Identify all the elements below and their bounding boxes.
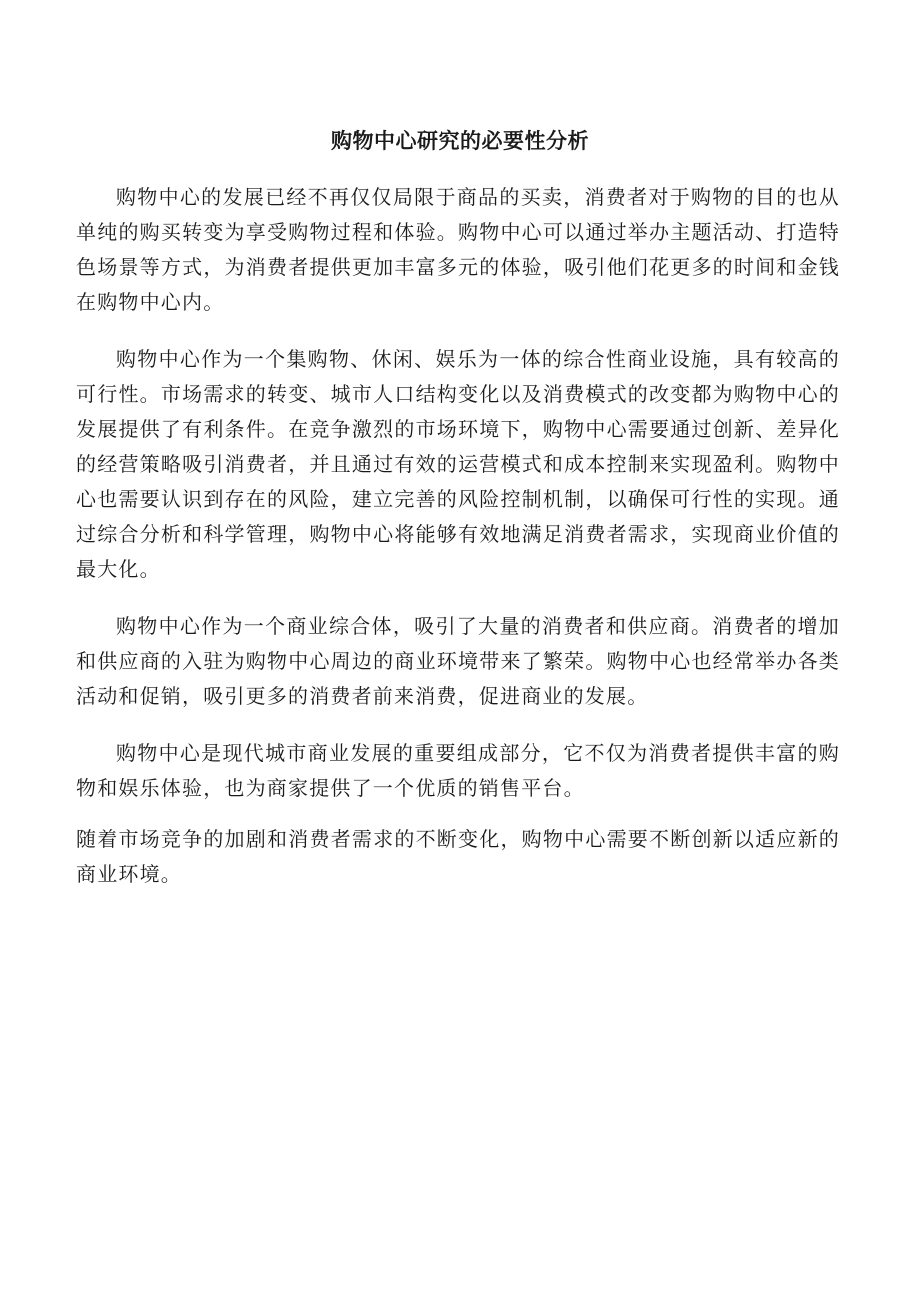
paragraph-5: 随着市场竞争的加剧和消费者需求的不断变化，购物中心需要不断创新以适应新的商业环境。 [76, 827, 840, 886]
document-body [76, 180, 840, 914]
paragraph-4: 购物中心是现代城市商业发展的重要组成部分，它不仅为消费者提供丰富的购物和娱乐体验，也为商家提供了一个优质的销售平台。 [76, 741, 840, 800]
paragraph-2: 购物中心作为一个集购物、休闲、娱乐为一体的综合性商业设施，具有较高的可行性。市场需求的转变、城市人口结构变化以及消费模式的改变都为购物中心的发展提供了有利条件。在竞争激烈的市场环境下，购物中心需要通过创新、差异化的经营策略吸引消费者，并且通过有效的运营模式和成本控制来实现盈利。购物中心也需要认识到存在的风险，建立完善的风险控制机制，以确保可行性的实现。通过综合分析和科学管理，购物中心将能够有效地满足消费者需求，实现商业价值的最大化。 [76, 347, 840, 581]
paragraph-3: 购物中心作为一个商业综合体，吸引了大量的消费者和供应商。消费者的增加和供应商的入驻为购物中心周边的商业环境带来了繁荣。购物中心也经常举办各类活动和促销，吸引更多的消费者前来消费，促进商业的发展。 [76, 614, 840, 708]
document-title: 购物中心研究的必要性分析 [331, 129, 589, 153]
paragraph-1: 购物中心的发展已经不再仅仅局限于商品的买卖，消费者对于购物的目的也从单纯的购买转变为享受购物过程和体验。购物中心可以通过举办主题活动、打造特色场景等方式，为消费者提供更加丰富多元的体验，吸引他们花更多的时间和金钱在购物中心内。 [76, 185, 840, 314]
